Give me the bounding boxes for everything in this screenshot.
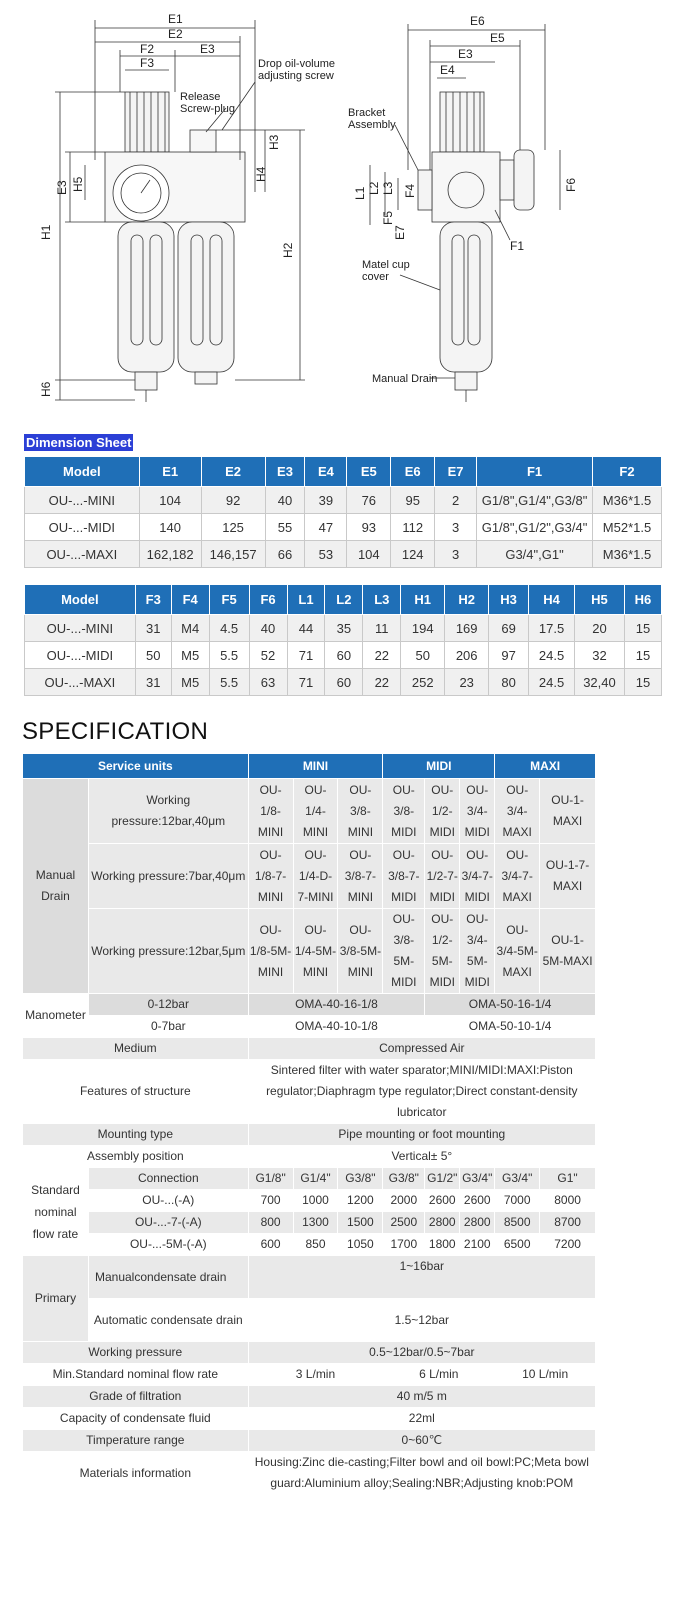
- table-cell: 80: [489, 669, 529, 696]
- table-cell: 50: [135, 642, 171, 669]
- model-cell: OU-3/4-5M-MIDI: [460, 909, 495, 994]
- label-manual-drain: Manual Drain: [372, 373, 438, 385]
- table-row: [25, 487, 662, 514]
- table-cell: 92: [201, 487, 265, 514]
- flow-cell: 1000: [293, 1190, 338, 1212]
- connection-cell: G1/8": [248, 1168, 293, 1190]
- table-cell: 69: [489, 615, 529, 642]
- working-pressure-value: 0.5~12bar/0.5~7bar: [248, 1342, 595, 1364]
- column-header: E5: [347, 457, 391, 487]
- flow-cell: 800: [248, 1212, 293, 1234]
- table-cell: 47: [305, 514, 347, 541]
- table-cell: 3: [435, 514, 477, 541]
- table-cell: OU-...-MAXI: [25, 541, 140, 568]
- specification-title: SPECIFICATION: [22, 718, 209, 745]
- table-cell: M52*1.5: [593, 514, 662, 541]
- label-f3: F3: [140, 56, 155, 70]
- dimension-table-2: [24, 584, 662, 696]
- column-header: L2: [325, 585, 363, 615]
- table-cell: 146,157: [201, 541, 265, 568]
- label-matel-cup: Matel cup: [362, 259, 410, 271]
- column-header: H2: [445, 585, 489, 615]
- label-drop-oil: Drop oil-volume: [258, 58, 336, 70]
- label-e3: E3: [200, 42, 215, 56]
- column-header: F1: [477, 457, 593, 487]
- flow-row-3: [23, 1234, 596, 1256]
- flow-rate-label: Standard nominal flow rate: [23, 1168, 89, 1256]
- manual-condensate-label: Manualcondensate drain: [88, 1256, 248, 1299]
- table-cell: 93: [347, 514, 391, 541]
- materials-label: Materials information: [23, 1452, 249, 1495]
- model-cell: OU-3/4-7-MIDI: [460, 844, 495, 909]
- header-midi: MIDI: [383, 754, 495, 779]
- materials-value: Housing:Zinc die-casting;Filter bowl and oil bowl:PC;Meta bowl guard:Aluminium alloy;Sealing:NBR;Adjusting knob:POM: [248, 1452, 595, 1495]
- flow-cell: 1300: [293, 1212, 338, 1234]
- model-cell: OU-3/4-MIDI: [460, 779, 495, 844]
- table-cell: OU-...-MIDI: [25, 642, 136, 669]
- manometer-row-1: [23, 994, 596, 1016]
- flow-cell: 7000: [495, 1190, 540, 1212]
- table-cell: 206: [445, 642, 489, 669]
- label-release: Release: [180, 91, 221, 103]
- manual-drain-row-3: [23, 909, 596, 994]
- table-cell: 23: [445, 669, 489, 696]
- table-cell: M5: [171, 669, 209, 696]
- connection-cell: G1/2": [425, 1168, 460, 1190]
- label-f1: F1: [510, 239, 525, 253]
- connection-label: Connection: [88, 1168, 248, 1190]
- table-cell: 15: [624, 669, 661, 696]
- column-header: E4: [305, 457, 347, 487]
- table-cell: 104: [347, 541, 391, 568]
- primary-row-1: [23, 1256, 596, 1299]
- table-cell: 40: [249, 615, 287, 642]
- manual-drain-row-2: [23, 844, 596, 909]
- filtration-label: Grade of filtration: [23, 1386, 249, 1408]
- table-cell: 124: [391, 541, 435, 568]
- model-cell: OU-3/8-MIDI: [383, 779, 425, 844]
- manometer-range: 0-12bar: [88, 994, 248, 1016]
- temperature-row: [23, 1430, 596, 1452]
- manometer-model-a: OMA-40-16-1/8: [248, 994, 425, 1016]
- column-header: L3: [363, 585, 401, 615]
- label-l2: L2: [367, 181, 381, 195]
- table-cell: 15: [624, 615, 661, 642]
- table-cell: G1/8",G1/2",G3/4": [477, 514, 593, 541]
- table-cell: 125: [201, 514, 265, 541]
- header-maxi: MAXI: [495, 754, 596, 779]
- table-cell: M4: [171, 615, 209, 642]
- medium-label: Medium: [23, 1038, 249, 1060]
- flow-cell: 850: [293, 1234, 338, 1256]
- flow-cell: 2000: [383, 1190, 425, 1212]
- working-pressure-cond: Working pressure:7bar,40μm: [88, 844, 248, 909]
- working-pressure-cond: Working pressure:12bar,5μm: [88, 909, 248, 994]
- label-h5: H5: [71, 176, 85, 192]
- flow-cell: 2600: [425, 1190, 460, 1212]
- capacity-row: [23, 1408, 596, 1430]
- column-header: E1: [139, 457, 201, 487]
- model-cell: OU-3/4-5M-MAXI: [495, 909, 540, 994]
- model-cell: OU-1/8-MINI: [248, 779, 293, 844]
- connection-cell: G1": [540, 1168, 596, 1190]
- label-e3-vertical: E3: [55, 180, 69, 195]
- spec-header-row: [23, 754, 596, 779]
- table-cell: 194: [401, 615, 445, 642]
- materials-row: [23, 1452, 596, 1495]
- model-cell: OU-3/4-MAXI: [495, 779, 540, 844]
- table-cell: 15: [624, 642, 661, 669]
- column-header: H3: [489, 585, 529, 615]
- table-cell: 162,182: [139, 541, 201, 568]
- column-header: E7: [435, 457, 477, 487]
- model-cell: OU-1/8-5M-MINI: [248, 909, 293, 994]
- connection-row: [23, 1168, 596, 1190]
- column-header: F4: [171, 585, 209, 615]
- label-bracket: Bracket: [348, 107, 386, 119]
- capacity-label: Capacity of condensate fluid: [23, 1408, 249, 1430]
- mounting-value: Pipe mounting or foot mounting: [248, 1124, 595, 1146]
- mounting-row: [23, 1124, 596, 1146]
- column-header: F2: [593, 457, 662, 487]
- table-cell: OU-...-MIDI: [25, 514, 140, 541]
- table-cell: M36*1.5: [593, 541, 662, 568]
- manometer-label: Manometer: [23, 994, 89, 1038]
- flow-series-name: OU-...(-A): [88, 1190, 248, 1212]
- filtration-row: [23, 1386, 596, 1408]
- connection-cell: G1/4": [293, 1168, 338, 1190]
- flow-cell: 7200: [540, 1234, 596, 1256]
- label-e1: E1: [168, 12, 183, 26]
- table-cell: 252: [401, 669, 445, 696]
- table-cell: 55: [265, 514, 305, 541]
- table-row: [25, 514, 662, 541]
- table-cell: 4.5: [209, 615, 249, 642]
- column-header: F3: [135, 585, 171, 615]
- features-row: [23, 1060, 596, 1124]
- table-cell: OU-...-MINI: [25, 615, 136, 642]
- table-cell: 112: [391, 514, 435, 541]
- label-screw-plug: Screw-plug: [180, 103, 236, 115]
- manometer-model-a: OMA-40-10-1/8: [248, 1016, 425, 1038]
- table-cell: 32: [575, 642, 625, 669]
- label-e2: E2: [168, 27, 183, 41]
- label-e4: E4: [440, 63, 455, 77]
- table-header-row: [25, 457, 662, 487]
- flow-row-1: [23, 1190, 596, 1212]
- flow-cell: 2800: [425, 1212, 460, 1234]
- table-cell: 22: [363, 669, 401, 696]
- model-cell: OU-1/4-MINI: [293, 779, 338, 844]
- connection-cell: G3/8": [383, 1168, 425, 1190]
- filtration-value: 40 m/5 m: [248, 1386, 595, 1408]
- features-value: Sintered filter with water sparator;MINI/MIDI:MAXI:Piston regulator;Diaphragm type regulator;Direct constant-density lubricator: [248, 1060, 595, 1124]
- model-cell: OU-1/8-7-MINI: [248, 844, 293, 909]
- model-cell: OU-1/2-MIDI: [425, 779, 460, 844]
- connection-cell: G3/4": [495, 1168, 540, 1190]
- specification-table: [22, 753, 596, 1495]
- table-cell: 97: [489, 642, 529, 669]
- model-cell: OU-1/4-5M-MINI: [293, 909, 338, 994]
- table-cell: M36*1.5: [593, 487, 662, 514]
- table-cell: 35: [325, 615, 363, 642]
- column-header: Model: [25, 457, 140, 487]
- table-cell: 76: [347, 487, 391, 514]
- manual-drain-row-1: [23, 779, 596, 844]
- model-cell: OU-1/2-5M-MIDI: [425, 909, 460, 994]
- working-pressure-row: [23, 1342, 596, 1364]
- table-cell: 52: [249, 642, 287, 669]
- assembly-value: Vertical± 5°: [248, 1146, 595, 1168]
- table-cell: 60: [325, 642, 363, 669]
- table-cell: 53: [305, 541, 347, 568]
- model-cell: OU-3/8-7-MINI: [338, 844, 383, 909]
- flow-cell: 1700: [383, 1234, 425, 1256]
- table-cell: 71: [287, 642, 325, 669]
- flow-cell: 700: [248, 1190, 293, 1212]
- label-l1: L1: [353, 186, 367, 200]
- label-f6: F6: [564, 177, 578, 192]
- working-pressure-label: Working pressure: [23, 1342, 249, 1364]
- label-f4: F4: [403, 183, 417, 198]
- label-f5: F5: [381, 210, 395, 225]
- flow-cell: 600: [248, 1234, 293, 1256]
- flow-cell: 2600: [460, 1190, 495, 1212]
- column-header: F6: [249, 585, 287, 615]
- flow-cell: 8700: [540, 1212, 596, 1234]
- table-cell: 22: [363, 642, 401, 669]
- label-h2: H2: [281, 242, 295, 258]
- table-cell: 60: [325, 669, 363, 696]
- table-cell: 20: [575, 615, 625, 642]
- label-e6: E6: [470, 14, 485, 28]
- label-e5: E5: [490, 31, 505, 45]
- model-cell: OU-3/8-5M-MIDI: [383, 909, 425, 994]
- dimension-table-1: [24, 456, 662, 568]
- flow-cell: 1050: [338, 1234, 383, 1256]
- table-cell: 71: [287, 669, 325, 696]
- table-row: [25, 541, 662, 568]
- label-h1: H1: [39, 224, 53, 240]
- flow-cell: 8500: [495, 1212, 540, 1234]
- label-assembly: Assembly: [348, 119, 396, 131]
- table-cell: 50: [401, 642, 445, 669]
- mounting-label: Mounting type: [23, 1124, 249, 1146]
- table-cell: G1/8",G1/4",G3/8": [477, 487, 593, 514]
- column-header: E2: [201, 457, 265, 487]
- manometer-model-b: OMA-50-10-1/4: [425, 1016, 596, 1038]
- label-h3: H3: [267, 134, 281, 150]
- table-cell: 44: [287, 615, 325, 642]
- table-cell: 11: [363, 615, 401, 642]
- label-adjusting-screw: adjusting screw: [258, 70, 334, 82]
- table-cell: 2: [435, 487, 477, 514]
- table-cell: M5: [171, 642, 209, 669]
- dimension-sheet-title: Dimension Sheet: [26, 435, 132, 450]
- header-service-units: Service units: [23, 754, 249, 779]
- table-cell: 39: [305, 487, 347, 514]
- label-h6: H6: [39, 381, 53, 397]
- table-cell: 66: [265, 541, 305, 568]
- model-cell: OU-1-MAXI: [540, 779, 596, 844]
- flow-series-name: OU-...-7-(-A): [88, 1212, 248, 1234]
- min-flow-midi: 6 L/min: [383, 1364, 495, 1386]
- column-header: H4: [529, 585, 575, 615]
- model-cell: OU-3/4-7-MAXI: [495, 844, 540, 909]
- manual-condensate-value: 1~16bar: [248, 1256, 595, 1299]
- manual-drain-label: Manual Drain: [23, 779, 89, 994]
- header-mini: MINI: [248, 754, 383, 779]
- table-cell: 5.5: [209, 642, 249, 669]
- table-cell: 140: [139, 514, 201, 541]
- table-cell: 17.5: [529, 615, 575, 642]
- model-cell: OU-1/2-7-MIDI: [425, 844, 460, 909]
- table-row: [25, 615, 662, 642]
- temperature-label: Timperature range: [23, 1430, 249, 1452]
- flow-cell: 2100: [460, 1234, 495, 1256]
- capacity-value: 22ml: [248, 1408, 595, 1430]
- flow-cell: 2500: [383, 1212, 425, 1234]
- min-flow-maxi: 10 L/min: [495, 1364, 596, 1386]
- label-f2: F2: [140, 42, 155, 56]
- auto-condensate-value: 1.5~12bar: [248, 1299, 595, 1342]
- table-cell: 3: [435, 541, 477, 568]
- working-pressure-cond: Working pressure:12bar,40μm: [88, 779, 248, 844]
- table-cell: 32,40: [575, 669, 625, 696]
- label-e7: E7: [393, 225, 407, 240]
- table-cell: 31: [135, 615, 171, 642]
- min-flow-label: Min.Standard nominal flow rate: [23, 1364, 249, 1386]
- table-cell: 5.5: [209, 669, 249, 696]
- primary-label: Primary: [23, 1256, 89, 1342]
- column-header: Model: [25, 585, 136, 615]
- table-cell: 24.5: [529, 642, 575, 669]
- table-cell: OU-...-MINI: [25, 487, 140, 514]
- flow-cell: 8000: [540, 1190, 596, 1212]
- connection-cell: G3/4": [460, 1168, 495, 1190]
- table-cell: 95: [391, 487, 435, 514]
- model-cell: OU-3/8-5M-MINI: [338, 909, 383, 994]
- flow-cell: 1800: [425, 1234, 460, 1256]
- model-cell: OU-3/8-MINI: [338, 779, 383, 844]
- model-cell: OU-3/8-7-MIDI: [383, 844, 425, 909]
- label-h4: H4: [254, 166, 268, 182]
- manometer-model-b: OMA-50-16-1/4: [425, 994, 596, 1016]
- column-header: E6: [391, 457, 435, 487]
- label-l3: L3: [381, 181, 395, 195]
- assembly-label: Assembly position: [23, 1146, 249, 1168]
- manometer-row-2: [23, 1016, 596, 1038]
- medium-row: [23, 1038, 596, 1060]
- label-e3-right: E3: [458, 47, 473, 61]
- model-cell: OU-1/4-D-7-MINI: [293, 844, 338, 909]
- column-header: F5: [209, 585, 249, 615]
- manometer-range: 0-7bar: [88, 1016, 248, 1038]
- connection-cell: G3/8": [338, 1168, 383, 1190]
- medium-value: Compressed Air: [248, 1038, 595, 1060]
- min-flow-mini: 3 L/min: [248, 1364, 383, 1386]
- features-label: Features of structure: [23, 1060, 249, 1124]
- assembly-row: [23, 1146, 596, 1168]
- column-header: E3: [265, 457, 305, 487]
- table-cell: 63: [249, 669, 287, 696]
- flow-cell: 6500: [495, 1234, 540, 1256]
- flow-row-2: [23, 1212, 596, 1234]
- flow-cell: 1500: [338, 1212, 383, 1234]
- table-cell: 104: [139, 487, 201, 514]
- primary-row-2: [23, 1299, 596, 1342]
- column-header: H1: [401, 585, 445, 615]
- table-cell: 31: [135, 669, 171, 696]
- flow-cell: 1200: [338, 1190, 383, 1212]
- table-cell: OU-...-MAXI: [25, 669, 136, 696]
- flow-series-name: OU-...-5M-(-A): [88, 1234, 248, 1256]
- model-cell: OU-1-5M-MAXI: [540, 909, 596, 994]
- column-header: H5: [575, 585, 625, 615]
- table-header-row: [25, 585, 662, 615]
- table-cell: 169: [445, 615, 489, 642]
- table-row: [25, 642, 662, 669]
- technical-drawing: [0, 0, 700, 425]
- table-cell: 24.5: [529, 669, 575, 696]
- table-cell: 40: [265, 487, 305, 514]
- temperature-value: 0~60℃: [248, 1430, 595, 1452]
- label-cover: cover: [362, 271, 389, 283]
- column-header: L1: [287, 585, 325, 615]
- model-cell: OU-1-7-MAXI: [540, 844, 596, 909]
- table-cell: G3/4",G1": [477, 541, 593, 568]
- flow-cell: 2800: [460, 1212, 495, 1234]
- auto-condensate-label: Automatic condensate drain: [88, 1299, 248, 1342]
- column-header: H6: [624, 585, 661, 615]
- table-row: [25, 669, 662, 696]
- min-flow-row: [23, 1364, 596, 1386]
